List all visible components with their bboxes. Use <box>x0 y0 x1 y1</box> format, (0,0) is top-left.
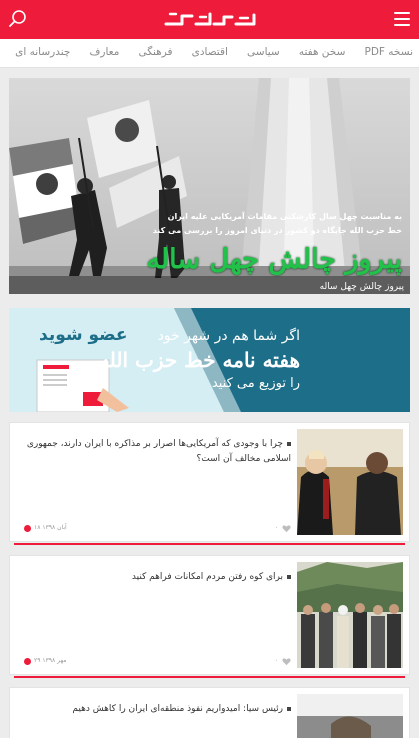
heart-icon[interactable] <box>282 657 291 666</box>
article-card[interactable] <box>9 687 410 738</box>
site-logo[interactable] <box>162 8 258 30</box>
ad-line-2: هفته نامه خط حزب الله <box>99 348 300 372</box>
hamburger-menu-icon[interactable] <box>394 12 410 26</box>
like-count: ۰ <box>274 524 278 531</box>
heart-icon[interactable] <box>282 524 291 533</box>
article-title[interactable]: چرا با وجودی که آمریکایی‌ها اصرار بر مذاکره با ایران دارند، جمهوری اسلامی مخالف آن است؟ <box>26 439 291 464</box>
bullet-icon <box>287 575 291 579</box>
bullet-icon <box>287 442 291 446</box>
article-thumbnail[interactable] <box>297 694 403 738</box>
ad-line-3: را توزیع می کنید <box>211 376 300 391</box>
nav-item-culture[interactable]: فرهنگی <box>138 46 173 58</box>
article-meta <box>24 524 291 536</box>
article-photo <box>297 694 403 738</box>
nav-item-politics[interactable]: سیاسی <box>247 46 280 58</box>
article-card[interactable] <box>9 422 410 542</box>
hero-headline[interactable]: پیروز چالش چهل ساله <box>146 244 402 275</box>
nav-item-economy[interactable]: اقتصادی <box>191 46 228 58</box>
category-dot-icon <box>24 525 31 532</box>
article-thumbnail[interactable] <box>297 562 403 668</box>
hero-subline-1: به مناسبت چهل سال کارشکنی مقامات آمریکایی علیه ایران <box>167 212 402 221</box>
category-dot-icon <box>24 658 31 665</box>
article-title[interactable]: رئیس سیا: امیدواریم نفوذ منطقه‌ای ایران را کاهش دهیم <box>22 702 291 717</box>
article-title[interactable]: برای کوه رفتن مردم امکانات فراهم کنید <box>22 570 291 585</box>
card-divider <box>14 543 405 545</box>
ad-line-1: اگر شما هم در شهر خود <box>157 328 300 344</box>
slider-pagination <box>197 299 223 304</box>
article-date: ۱۸ آبان ۱۳۹۸ <box>34 524 67 531</box>
article-card[interactable] <box>9 555 410 675</box>
nav-item-multimedia[interactable]: چندرسانه ای <box>15 46 71 58</box>
article-meta <box>24 657 291 669</box>
article-date: ۲۹ مهر ۱۳۹۸ <box>34 657 67 664</box>
article-thumbnail[interactable] <box>297 429 403 535</box>
nav-item-pdf[interactable]: نسخه PDF <box>364 46 413 58</box>
hero-subline-2: خط حزب الله جایگاه دو کشور در دنیای امروز را بررسی می کند <box>152 226 402 235</box>
article-photo <box>297 562 403 668</box>
join-button[interactable]: عضو شوید <box>39 325 128 345</box>
hero-caption[interactable]: پیروز چالش چهل ساله <box>319 282 404 292</box>
card-divider <box>14 676 405 678</box>
distribution-ad-banner[interactable] <box>9 308 410 412</box>
article-photo <box>297 429 403 535</box>
search-icon[interactable] <box>8 9 28 29</box>
nav-item-education[interactable]: معارف <box>89 46 120 58</box>
bullet-icon <box>287 707 291 711</box>
hero-slider[interactable] <box>9 78 410 294</box>
nav-item-weekly-talk[interactable]: سخن هفته <box>298 46 346 58</box>
category-nav <box>0 39 419 68</box>
like-count: ۰ <box>274 657 278 664</box>
app-header <box>0 0 419 39</box>
